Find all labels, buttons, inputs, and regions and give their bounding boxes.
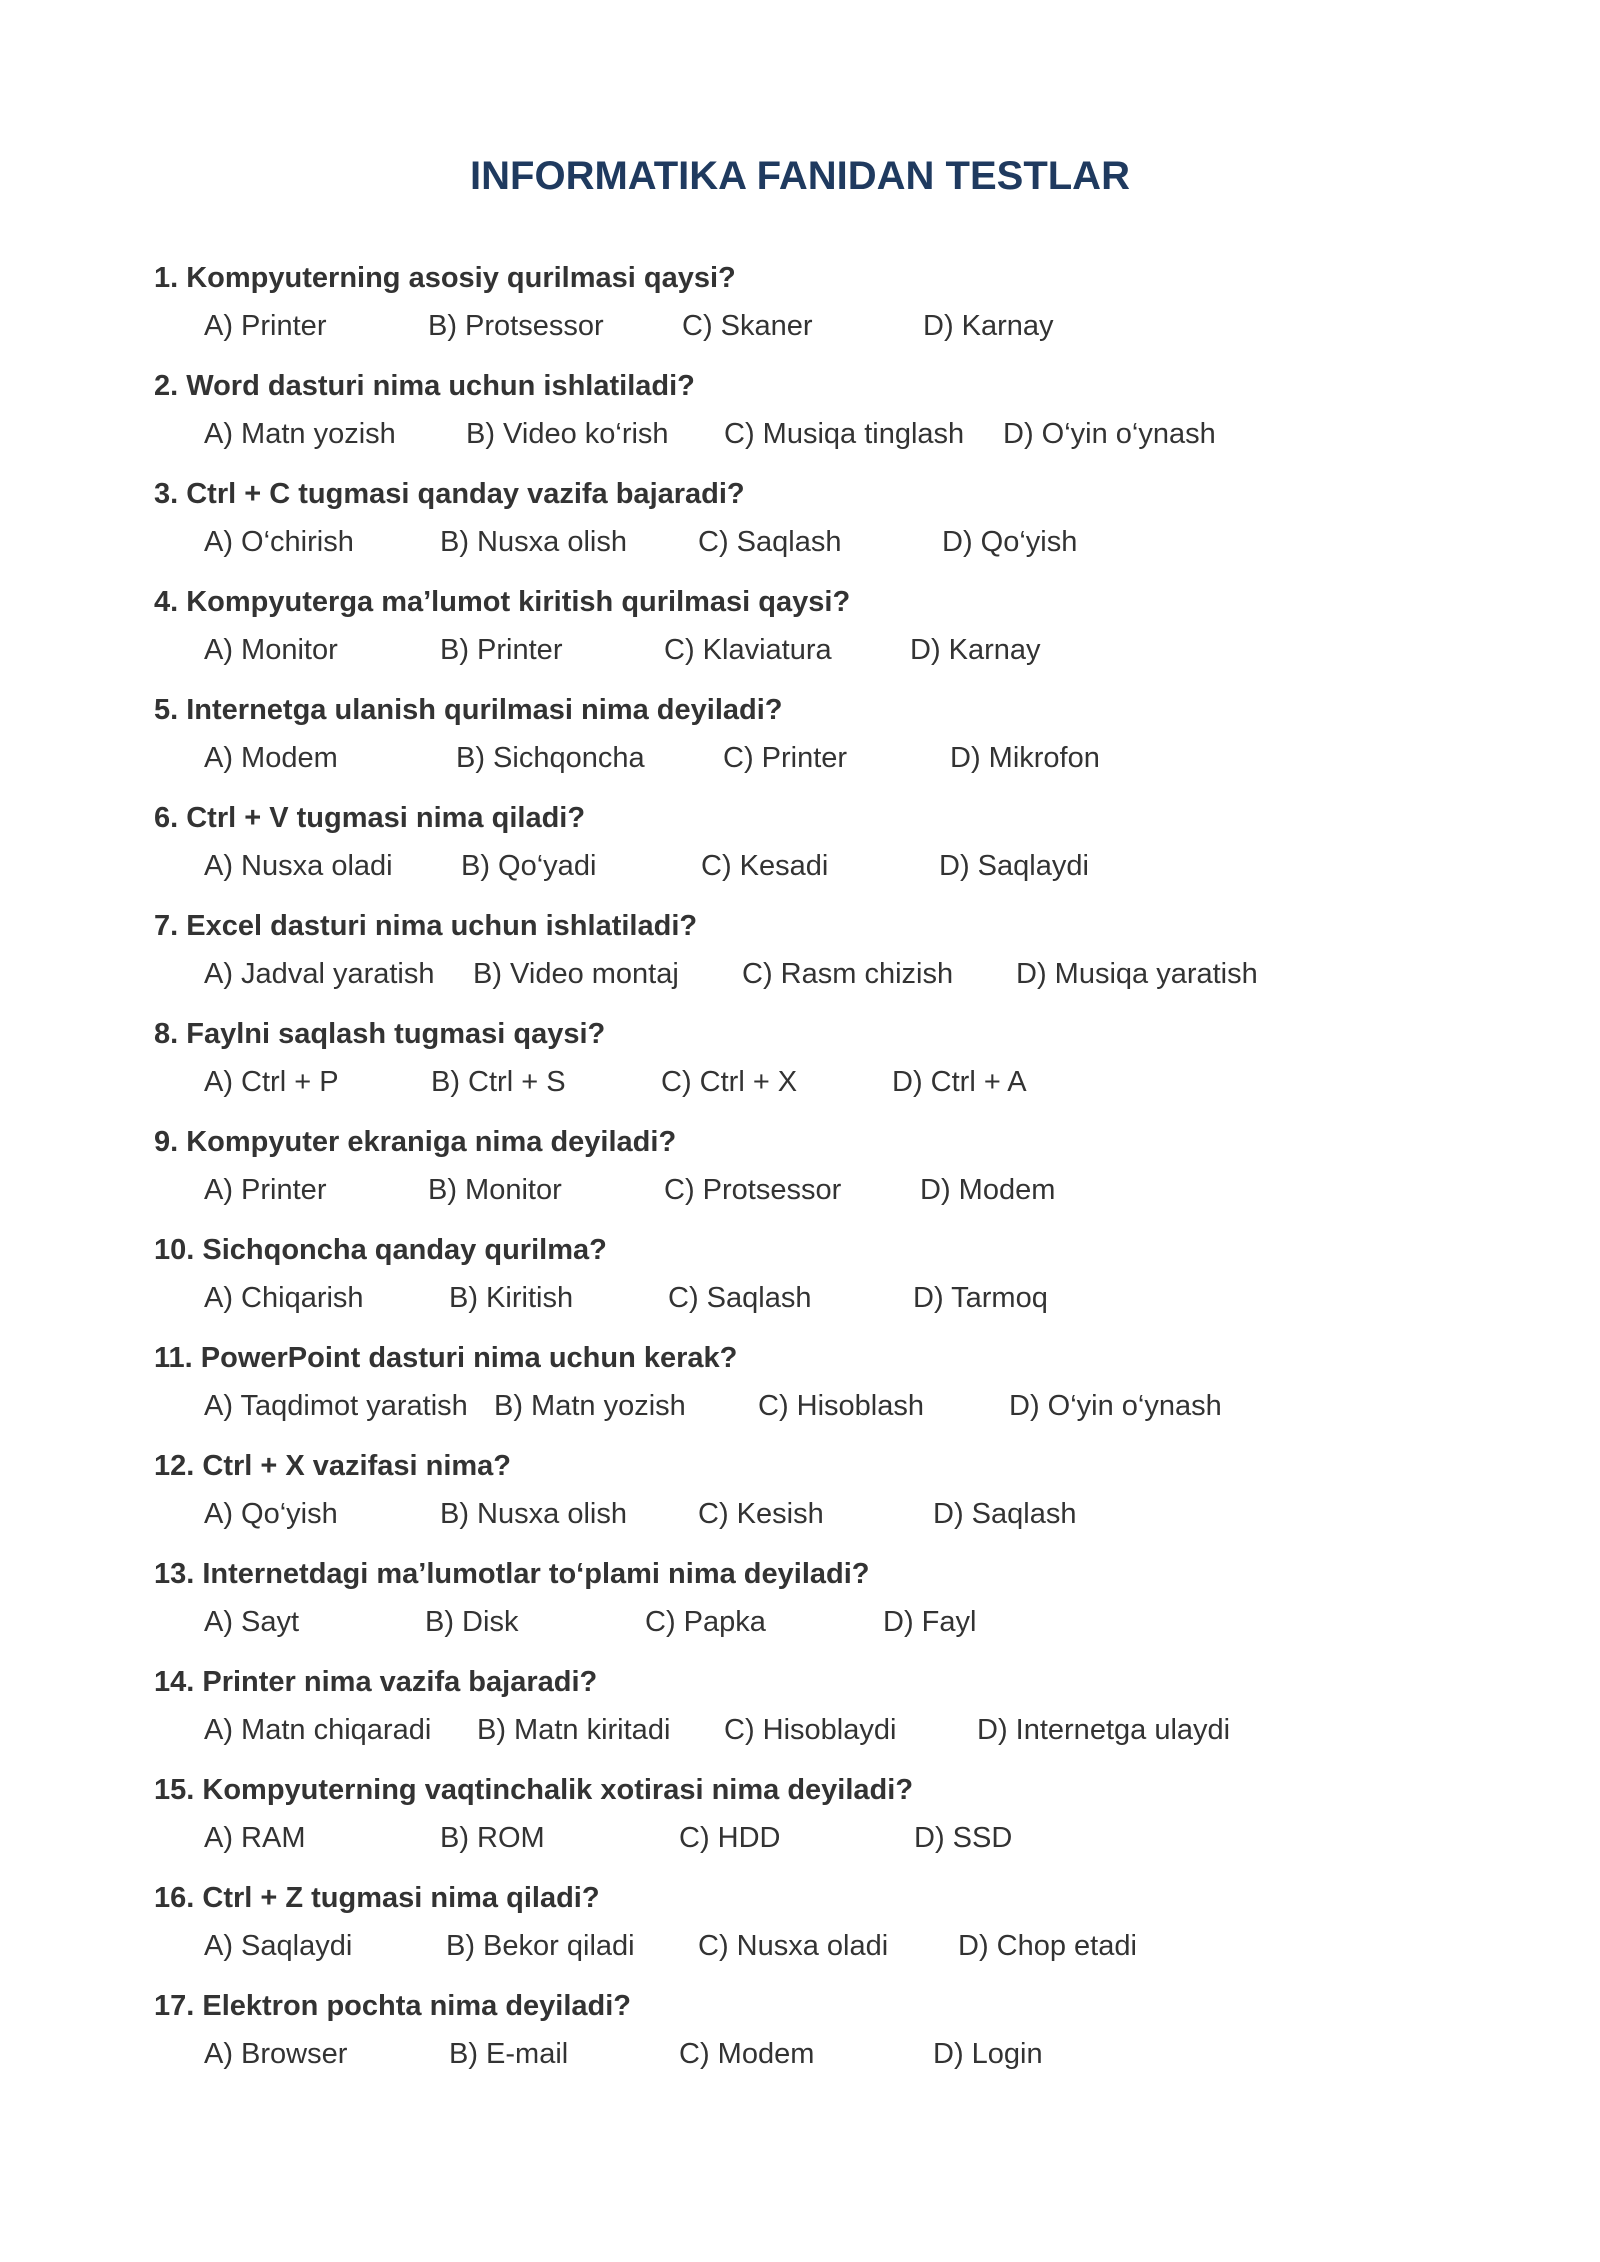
question-item <box>154 368 1454 452</box>
answer-option-d: D) Mikrofon <box>950 742 1100 774</box>
question-text: 2. Word dasturi nima uchun ishlatiladi? <box>154 370 695 402</box>
answer-option-a: A) Taqdimot yaratish <box>204 1390 468 1422</box>
question-item <box>154 1988 1454 2072</box>
answer-options <box>154 1604 1454 1640</box>
answer-option-a: A) Monitor <box>204 634 338 666</box>
question-text: 4. Kompyuterga ma’lumot kiritish qurilmasi qaysi? <box>154 586 851 618</box>
answer-option-d: D) Tarmoq <box>913 1282 1048 1314</box>
answer-option-c: C) Kesadi <box>701 850 829 882</box>
answer-option-a: A) Modem <box>204 742 338 774</box>
answer-option-a: A) Qo‘yish <box>204 1498 338 1530</box>
question-item <box>154 1448 1454 1532</box>
answer-option-c: C) Klaviatura <box>664 634 832 666</box>
question-text: 3. Ctrl + C tugmasi qanday vazifa bajaradi? <box>154 478 745 510</box>
answer-option-b: B) Matn kiritadi <box>477 1714 671 1746</box>
answer-options <box>154 740 1454 776</box>
answer-option-b: B) Matn yozish <box>494 1390 686 1422</box>
question-item <box>154 260 1454 344</box>
question-item <box>154 584 1454 668</box>
question-item <box>154 908 1454 992</box>
answer-option-c: C) Kesish <box>698 1498 824 1530</box>
question-item <box>154 476 1454 560</box>
answer-option-b: B) Disk <box>425 1606 519 1638</box>
answer-option-d: D) Saqlaydi <box>939 850 1089 882</box>
answer-option-d: D) SSD <box>914 1822 1013 1854</box>
answer-option-a: A) RAM <box>204 1822 306 1854</box>
question-text: 5. Internetga ulanish qurilmasi nima deyiladi? <box>154 694 783 726</box>
answer-option-a: A) O‘chirish <box>204 526 354 558</box>
question-item <box>154 1232 1454 1316</box>
answer-options <box>154 632 1454 668</box>
answer-option-a: A) Jadval yaratish <box>204 958 435 990</box>
answer-option-d: D) Karnay <box>923 310 1054 342</box>
question-text: 10. Sichqoncha qanday qurilma? <box>154 1234 607 1266</box>
answer-option-d: D) Chop etadi <box>958 1930 1137 1962</box>
question-item <box>154 1664 1454 1748</box>
answer-option-a: A) Matn chiqaradi <box>204 1714 432 1746</box>
answer-option-a: A) Sayt <box>204 1606 300 1638</box>
answer-option-b: B) Qo‘yadi <box>461 850 597 882</box>
question-item <box>154 1340 1454 1424</box>
answer-option-a: A) Matn yozish <box>204 418 396 450</box>
answer-options <box>154 956 1454 992</box>
answer-option-b: B) Bekor qiladi <box>446 1930 635 1962</box>
answer-option-a: A) Printer <box>204 310 327 342</box>
answer-option-a: A) Ctrl + P <box>204 1066 339 1098</box>
answer-option-c: C) Rasm chizish <box>742 958 954 990</box>
answer-option-d: D) Login <box>933 2038 1043 2070</box>
answer-option-b: B) Video montaj <box>473 958 679 990</box>
answer-option-c: C) Hisoblaydi <box>724 1714 897 1746</box>
answer-option-a: A) Chiqarish <box>204 1282 364 1314</box>
answer-option-d: D) Karnay <box>910 634 1041 666</box>
answer-options <box>154 2036 1454 2072</box>
question-item <box>154 1556 1454 1640</box>
answer-option-c: C) Ctrl + X <box>661 1066 798 1098</box>
answer-options <box>154 416 1454 452</box>
answer-option-b: B) Kiritish <box>449 1282 574 1314</box>
question-text: 7. Excel dasturi nima uchun ishlatiladi? <box>154 910 698 942</box>
answer-option-c: C) Protsessor <box>664 1174 842 1206</box>
question-text: 11. PowerPoint dasturi nima uchun kerak? <box>154 1342 738 1374</box>
question-text: 15. Kompyuterning vaqtinchalik xotirasi nima deyiladi? <box>154 1774 914 1806</box>
question-text: 9. Kompyuter ekraniga nima deyiladi? <box>154 1126 677 1158</box>
answer-option-c: C) Nusxa oladi <box>698 1930 889 1962</box>
answer-option-d: D) Fayl <box>883 1606 977 1638</box>
answer-option-a: A) Saqlaydi <box>204 1930 353 1962</box>
answer-option-d: D) Internetga ulaydi <box>977 1714 1231 1746</box>
answer-option-b: B) Nusxa olish <box>440 526 627 558</box>
answer-option-c: C) Papka <box>645 1606 766 1638</box>
answer-options <box>154 1388 1454 1424</box>
answer-option-b: B) Printer <box>440 634 563 666</box>
answer-options <box>154 1928 1454 1964</box>
question-item <box>154 1016 1454 1100</box>
answer-option-d: D) Musiqa yaratish <box>1016 958 1258 990</box>
answer-options <box>154 308 1454 344</box>
answer-option-b: B) Protsessor <box>428 310 604 342</box>
answer-option-c: C) Hisoblash <box>758 1390 924 1422</box>
answer-option-b: B) ROM <box>440 1822 545 1854</box>
answer-option-d: D) Ctrl + A <box>892 1066 1027 1098</box>
question-text: 12. Ctrl + X vazifasi nima? <box>154 1450 512 1482</box>
question-text: 1. Kompyuterning asosiy qurilmasi qaysi? <box>154 262 736 294</box>
question-text: 14. Printer nima vazifa bajaradi? <box>154 1666 598 1698</box>
answer-option-c: C) Printer <box>723 742 848 774</box>
question-text: 13. Internetdagi ma’lumotlar to‘plami nima deyiladi? <box>154 1558 870 1590</box>
answer-options <box>154 1820 1454 1856</box>
answer-option-d: D) O‘yin o‘ynash <box>1003 418 1216 450</box>
answer-options <box>154 848 1454 884</box>
answer-options <box>154 1064 1454 1100</box>
question-text: 6. Ctrl + V tugmasi nima qiladi? <box>154 802 586 834</box>
answer-option-d: D) Saqlash <box>933 1498 1077 1530</box>
question-text: 17. Elektron pochta nima deyiladi? <box>154 1990 632 2022</box>
question-text: 16. Ctrl + Z tugmasi nima qiladi? <box>154 1882 600 1914</box>
answer-options <box>154 1172 1454 1208</box>
answer-options <box>154 1712 1454 1748</box>
answer-option-c: C) Saqlash <box>698 526 842 558</box>
answer-option-a: A) Nusxa oladi <box>204 850 393 882</box>
answer-option-c: C) Saqlash <box>668 1282 812 1314</box>
answer-options <box>154 1280 1454 1316</box>
question-item <box>154 800 1454 884</box>
answer-option-c: C) Musiqa tinglash <box>724 418 965 450</box>
page-title: INFORMATIKA FANIDAN TESTLAR <box>470 154 1130 198</box>
question-item <box>154 1880 1454 1964</box>
answer-option-b: B) Ctrl + S <box>431 1066 566 1098</box>
answer-options <box>154 524 1454 560</box>
question-text: 8. Faylni saqlash tugmasi qaysi? <box>154 1018 606 1050</box>
question-item <box>154 1772 1454 1856</box>
answer-option-c: C) Skaner <box>682 310 813 342</box>
answer-option-a: A) Browser <box>204 2038 348 2070</box>
answer-options <box>154 1496 1454 1532</box>
answer-option-d: D) Qo‘yish <box>942 526 1078 558</box>
answer-option-b: B) Video ko‘rish <box>466 418 669 450</box>
answer-option-b: B) Sichqoncha <box>456 742 645 774</box>
answer-option-c: C) Modem <box>679 2038 815 2070</box>
answer-option-d: D) Modem <box>920 1174 1056 1206</box>
question-item <box>154 1124 1454 1208</box>
answer-option-b: B) E-mail <box>449 2038 569 2070</box>
answer-option-d: D) O‘yin o‘ynash <box>1009 1390 1222 1422</box>
answer-option-c: C) HDD <box>679 1822 781 1854</box>
answer-option-a: A) Printer <box>204 1174 327 1206</box>
answer-option-b: B) Nusxa olish <box>440 1498 627 1530</box>
question-item <box>154 692 1454 776</box>
answer-option-b: B) Monitor <box>428 1174 562 1206</box>
